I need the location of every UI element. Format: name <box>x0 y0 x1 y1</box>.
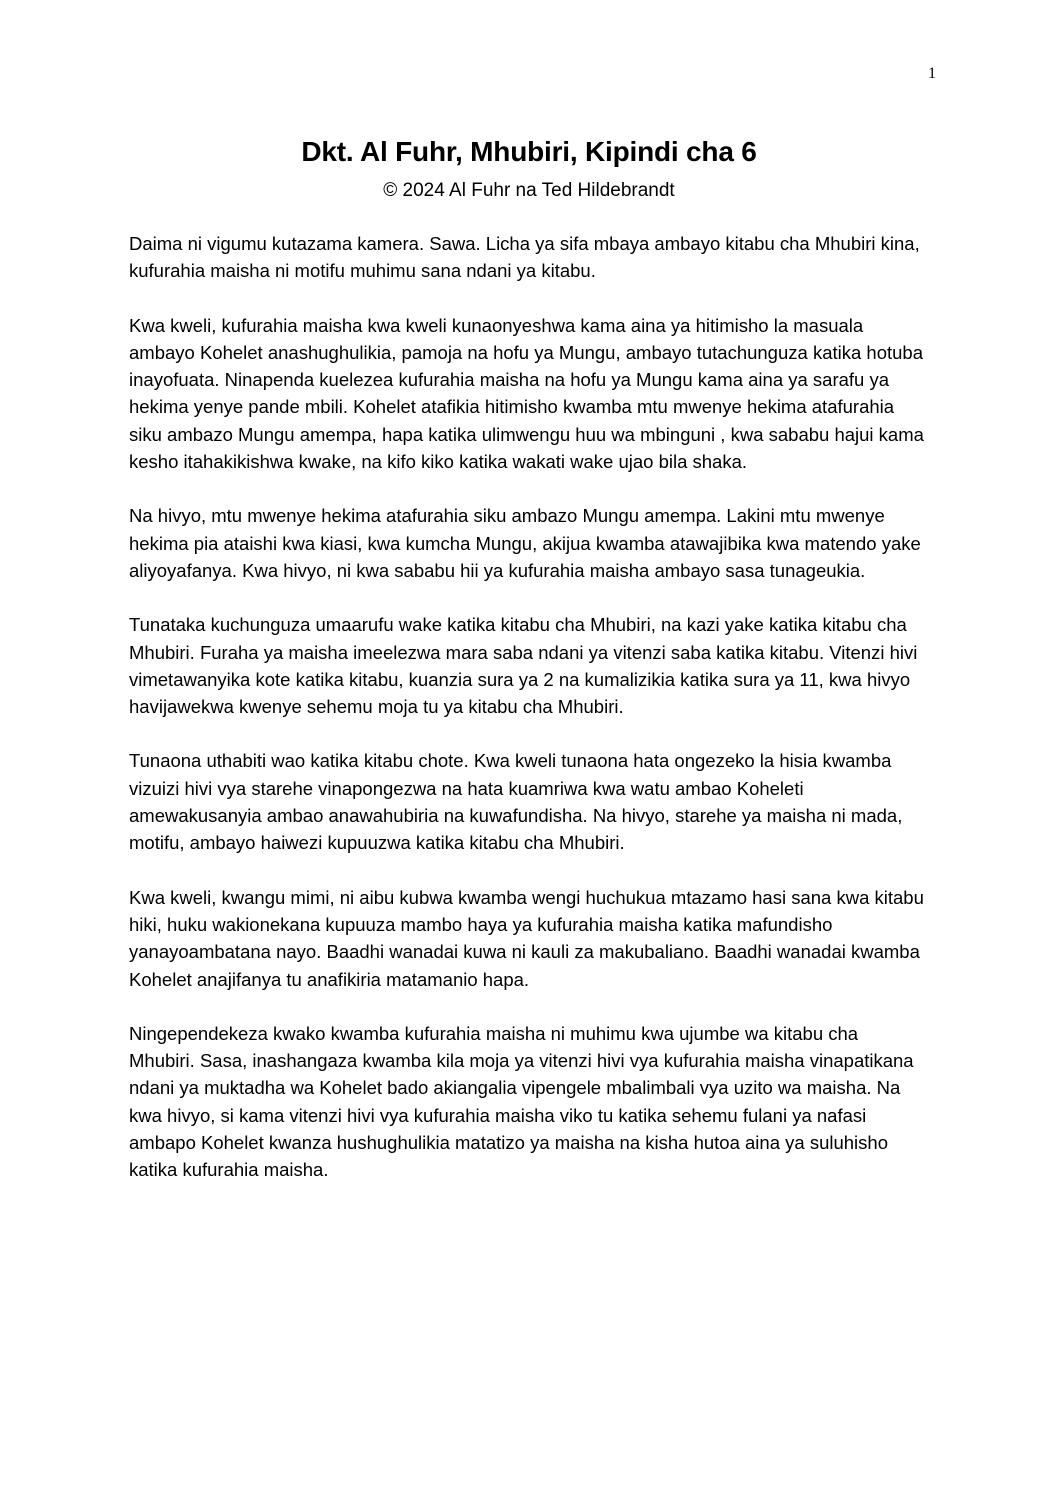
paragraph: Tunaona uthabiti wao katika kitabu chote. Kwa kweli tunaona hata ongezeko la hisia kwamba vizuizi hivi vya starehe vinapongezwa na hata kuamriwa kwa watu ambao Koheleti amewakusanyia ambao anawahubiria na kuwafundisha. Na hivyo, starehe ya maisha ni mada, motifu, ambayo haiwezi kupuuzwa katika kitabu cha Mhubiri. <box>129 750 903 854</box>
paragraph: Kwa kweli, kwangu mimi, ni aibu kubwa kwamba wengi huchukua mtazamo hasi sana kwa kitabu hiki, huku wakionekana kupuuza mambo haya ya kufurahia maisha katika mafundisho yanayoambatana nayo. Baadhi wanadai kuwa ni kauli za makubaliano. Baadhi wanadai kwamba Kohelet anajifanya tu anafikiria matamanio hapa. <box>129 886 924 990</box>
paragraph: Tunataka kuchunguza umaarufu wake katika kitabu cha Mhubiri, na kazi yake katika kitabu cha Mhubiri. Furaha ya maisha imeelezwa mara saba ndani ya vitenzi saba katika kitabu. Vitenzi hivi vimetawanyika kote katika kitabu, kuanzia sura ya 2 na kumalizikia katika sura ya 11, kwa hivyo havijawekwa kwenye sehemu moja tu ya kitabu cha Mhubiri. <box>129 614 918 718</box>
copyright-line: © 2024 Al Fuhr na Ted Hildebrandt <box>383 180 675 201</box>
document-title: Dkt. Al Fuhr, Mhubiri, Kipindi cha 6 <box>301 136 757 167</box>
paragraph: Ningependekeza kwako kwamba kufurahia maisha ni muhimu kwa ujumbe wa kitabu cha Mhubiri. Sasa, inashangaza kwamba kila moja ya vitenzi hivi vya kufurahia maisha vinapatikana ndani ya muktadha wa Kohelet bado akiangalia vipengele mbalimbali vya uzito wa maisha. Na kwa hivyo, si kama vitenzi hivi vya kufurahia maisha viko tu katika sehemu fulani ya nafasi ambapo Kohelet kwanza hushughulikia matatizo ya maisha na kisha hutoa aina ya suluhisho katika kufurahia maisha. <box>129 1022 914 1181</box>
document-body <box>129 230 929 1184</box>
paragraph: Daima ni vigumu kutazama kamera. Sawa. Licha ya sifa mbaya ambayo kitabu cha Mhubiri kina, kufurahia maisha ni motifu muhimu sana ndani ya kitabu. <box>129 233 920 282</box>
paragraph: Na hivyo, mtu mwenye hekima atafurahia siku ambazo Mungu amempa. Lakini mtu mwenye hekima pia ataishi kwa kiasi, kwa kumcha Mungu, akijua kwamba atawajibika kwa matendo yake aliyoyafanya. Kwa hivyo, ni kwa sababu hii ya kufurahia maisha ambayo sasa tunageukia. <box>129 505 921 581</box>
page-number: 1 <box>928 65 936 82</box>
paragraph: Kwa kweli, kufurahia maisha kwa kweli kunaonyeshwa kama aina ya hitimisho la masuala ambayo Kohelet anashughulikia, pamoja na hofu ya Mungu, ambayo tutachunguza katika hotuba inayofuata. Ninapenda kuelezea kufurahia maisha na hofu ya Mungu kama aina ya sarafu ya hekima yenye pande mbili. Kohelet atafikia hitimisho kwamba mtu mwenye hekima atafurahia siku ambazo Mungu amempa, hapa katika ulimwengu huu wa mbinguni , kwa sababu hajui kama kesho itahakikishwa kwake, na kifo kiko katika wakati wake ujao bila shaka. <box>129 314 924 473</box>
